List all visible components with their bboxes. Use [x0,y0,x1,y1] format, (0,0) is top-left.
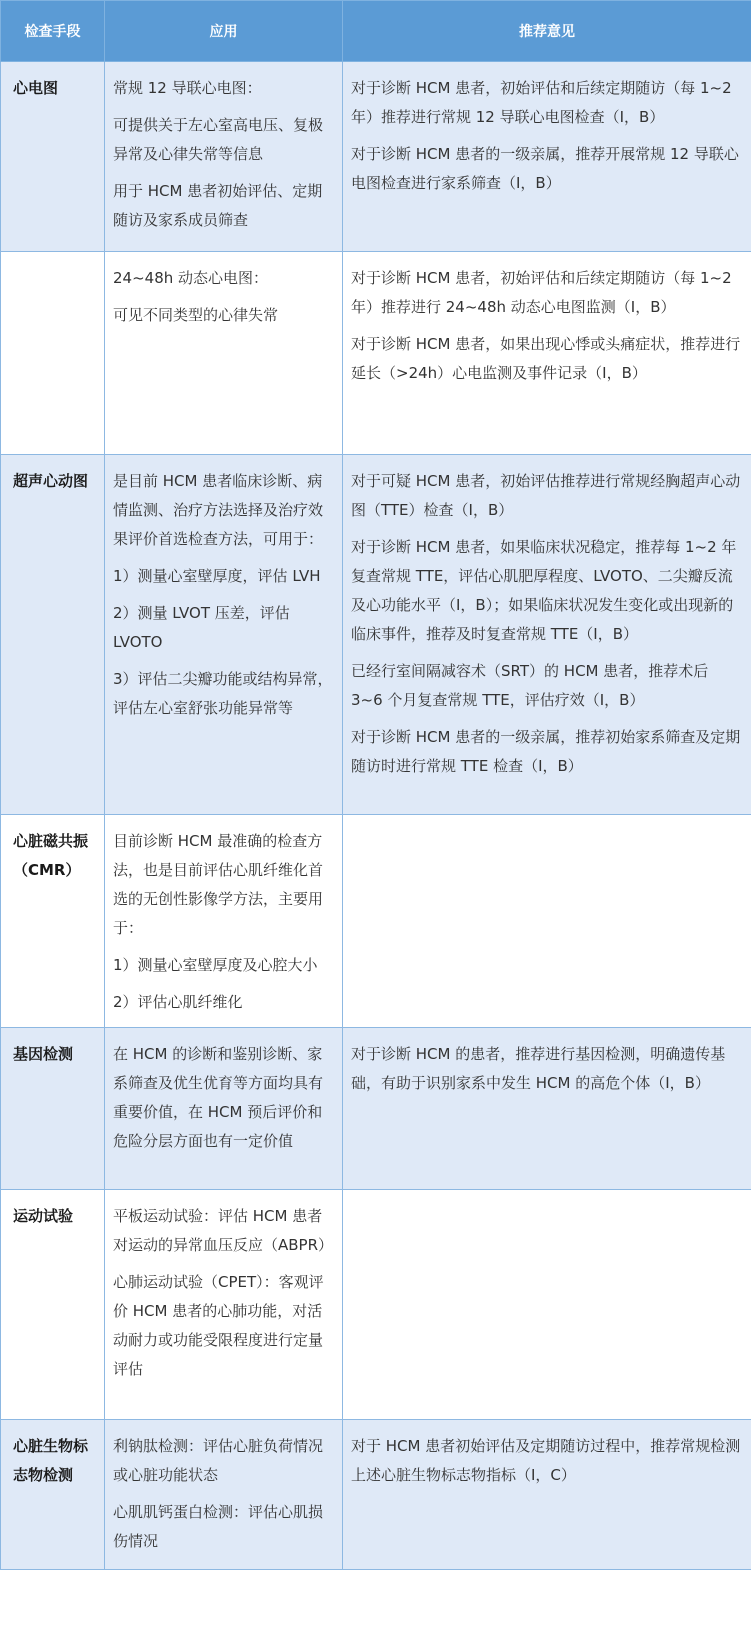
application-text: 可见不同类型的心律失常 [113,306,279,324]
recommendation-cell [343,252,751,455]
header-row [1,1,751,62]
method-cell [1,1420,105,1570]
method-cell [1,815,105,1028]
recommendation-text: 对于可疑 HCM 患者，初始评估推荐进行常规经胸超声心动图（TTE）检查（Ⅰ，B） [351,472,741,519]
application-text: 可提供关于左心室高电压、复极异常及心律失常等信息 [113,116,324,163]
table-row [1,1420,751,1570]
method-label: 基因检测 [13,1045,74,1063]
application-text: 心肌肌钙蛋白检测：评估心肌损伤情况 [113,1503,324,1550]
table-row [1,252,751,455]
table-row [1,815,751,1028]
recommendation-text: 对于诊断 HCM 患者的一级亲属，推荐开展常规 12 导联心电图检查进行家系筛查（Ⅰ，B） [351,145,739,192]
application-text: 2）测量 LVOT 压差，评估 LVOTO [113,604,290,651]
method-cell [1,455,105,815]
recommendation-text: 对于诊断 HCM 的患者，推荐进行基因检测，明确遗传基础，有助于识别家系中发生 HCM 的高危个体（Ⅰ，B） [351,1045,726,1092]
application-cell [105,815,343,1028]
method-label: 心电图 [13,79,59,97]
application-text: 在 HCM 的诊断和鉴别诊断、家系筛查及优生优育等方面均具有重要价值，在 HCM 预后评价和危险分层方面也有一定价值 [113,1045,324,1150]
application-text: 常规 12 导联心电图： [113,79,262,97]
application-text: 心肺运动试验（CPET）：客观评价 HCM 患者的心肺功能，对活动耐力或功能受限程度进行定量评估 [113,1273,324,1378]
recommendation-cell [343,815,751,1028]
header-application: 应用 [105,1,343,62]
table-row [1,1190,751,1420]
recommendation-text: 已经行室间隔减容术（SRT）的 HCM 患者，推荐术后 3~6 个月复查常规 TTE，评估疗效（Ⅰ，B） [351,662,709,709]
method-label: 超声心动图 [13,472,89,490]
application-text: 24~48h 动态心电图： [113,269,269,287]
application-cell [105,1028,343,1190]
application-text: 平板运动试验：评估 HCM 患者对运动的异常血压反应（ABPR） [113,1207,334,1254]
header-recommendation: 推荐意见 [343,1,751,62]
method-label: 心脏生物标志物检测 [13,1437,89,1484]
application-text: 利钠肽检测：评估心脏负荷情况或心脏功能状态 [113,1437,324,1484]
application-cell [105,1420,343,1570]
method-label: 心脏磁共振（CMR） [13,832,89,879]
method-cell [1,62,105,252]
method-cell [1,1028,105,1190]
application-text: 是目前 HCM 患者临床诊断、病情监测、治疗方法选择及治疗效果评价首选检查方法，可用于： [113,472,324,548]
recommendation-text: 对于诊断 HCM 患者的一级亲属，推荐初始家系筛查及定期随访时进行常规 TTE 检查（Ⅰ，B） [351,728,741,775]
method-cell [1,252,105,455]
application-text: 2）评估心肌纤维化 [113,993,243,1011]
application-text: 1）测量心室壁厚度，评估 LVH [113,567,321,585]
recommendation-text: 对于诊断 HCM 患者，初始评估和后续定期随访（每 1~2 年）推荐进行 24~48h 动态心电图监测（Ⅰ，B） [351,269,732,316]
recommendation-cell [343,1420,751,1570]
header-method: 检查手段 [1,1,105,62]
application-text: 目前诊断 HCM 最准确的检查方法，也是目前评估心肌纤维化首选的无创性影像学方法，主要用于： [113,832,324,937]
recommendation-text: 对于诊断 HCM 患者，初始评估和后续定期随访（每 1~2 年）推荐进行常规 12 导联心电图检查（Ⅰ，B） [351,79,732,126]
recommendation-cell [343,62,751,252]
application-cell [105,252,343,455]
application-cell [105,62,343,252]
recommendation-text: 对于 HCM 患者初始评估及定期随访过程中，推荐常规检测上述心脏生物标志物指标（Ⅰ，C） [351,1437,741,1484]
table-row [1,455,751,815]
application-text: 3）评估二尖瓣功能或结构异常，评估左心室舒张功能异常等 [113,670,333,717]
table-row [1,62,751,252]
table-row [1,1028,751,1190]
recommendation-text: 对于诊断 HCM 患者，如果临床状况稳定，推荐每 1~2 年复查常规 TTE，评估心肌肥厚程度、LVOTO、二尖瓣反流及心功能水平（Ⅰ，B）；如果临床状况发生变化或出现新的临床事件，推荐及时复查常规 TTE（Ⅰ，B） [351,538,737,643]
application-cell [105,455,343,815]
recommendation-cell [343,1190,751,1420]
recommendation-cell [343,455,751,815]
method-cell [1,1190,105,1420]
application-text: 用于 HCM 患者初始评估、定期随访及家系成员筛查 [113,182,323,229]
application-cell [105,1190,343,1420]
recommendation-text: 对于诊断 HCM 患者，如果出现心悸或头痛症状，推荐进行延长（>24h）心电监测及事件记录（Ⅰ，B） [351,335,741,382]
recommendation-cell [343,1028,751,1190]
application-text: 1）测量心室壁厚度及心腔大小 [113,956,318,974]
method-label: 运动试验 [13,1207,74,1225]
